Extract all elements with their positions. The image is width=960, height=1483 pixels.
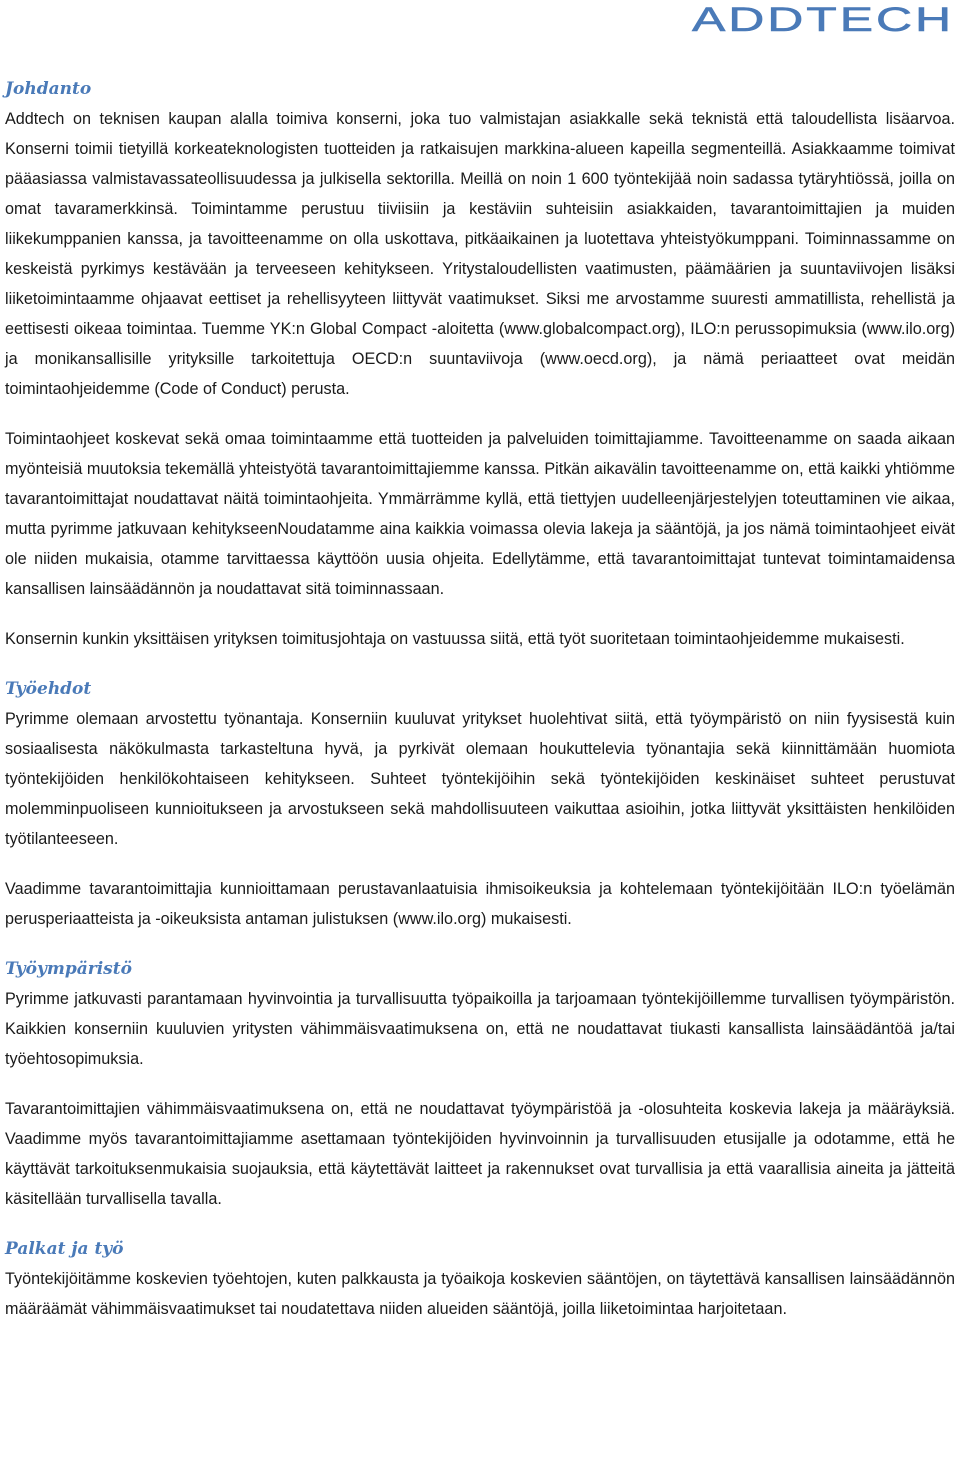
section-heading-palkat-ja-tyo: Palkat ja työ (5, 1239, 124, 1259)
section-johdanto (5, 74, 955, 654)
paragraph: Konsernin kunkin yksittäisen yrityksen toimitusjohtaja on vastuussa siitä, että työt suoritetaan toimintaohjeidemme mukaisesti. (5, 630, 905, 648)
addtech-logo-mark (688, 4, 956, 34)
section-tyoehdot (5, 674, 955, 934)
section-tyoymparisto (5, 954, 955, 1214)
document-body (5, 74, 955, 1344)
paragraph: Pyrimme olemaan arvostettu työnantaja. Konserniin kuuluvat yritykset huolehtivat siitä, että työympäristö on niin fyysisestä kuin sosiaalisesta näkökulmasta tarkasteltuna hyvä, ja pyrkivät olemaan houkuttelevia työnantajia sekä kiinnittämään huomiota työntekijöiden henkilökohtaiseen kehitykseen. Suhteet työntekijöihin sekä työntekijöiden keskinäiset suhteet perustuvat molemminpuoliseen kunnioitukseen ja arvostukseen sekä mahdollisuuteen vaikuttaa asioihin, jotka liittyvät yksittäisten henkilöiden työtilanteeseen. (5, 710, 955, 848)
paragraph: Tavarantoimittajien vähimmäisvaatimuksena on, että ne noudattavat työympäristöä ja -olosuhteita koskevia lakeja ja määräyksiä. Vaadimme myös tavarantoimittajiamme asettamaan työntekijöiden hyvinvoinnin ja turvallisuuden etusijalle ja odotamme, että he käyttävät tarkoituksenmukaisia suojauksia, että käytettävät laitteet ja rakennukset ovat turvallisia ja että vaarallisia aineita ja jätteitä käsitellään turvallisella tavalla. (5, 1100, 955, 1208)
section-heading-tyoymparisto: Työympäristö (5, 959, 132, 979)
paragraph: Pyrimme jatkuvasti parantamaan hyvinvointia ja turvallisuutta työpaikoilla ja tarjoamaan työntekijöillemme turvallisen työympäristön. Kaikkien konserniin kuuluvien yritysten vähimmäisvaatimuksena on, että ne noudattavat tiukasti kansallista lainsäädäntöä ja/tai työehtosopimuksia. (5, 990, 955, 1068)
paragraph: Addtech on teknisen kaupan alalla toimiva konserni, joka tuo valmistajan asiakkalle sekä teknistä että taloudellista lisäarvoa. Konserni toimii tietyillä korkeateknologisten tuotteiden ja ratkaisujen markkina-alueen kapeilla segmenteillä. Asiakkaamme toimivat pääasiassa valmistavassateollisuudessa ja julkisella sektorilla. Meillä on noin 1 600 työntekijää noin sadassa tytäryhtiössä, joilla on omat tavaramerkkinsä. Toimintamme perustuu tiiviisiin ja kestäviin suhteisiin asiakkaiden, tavarantoimittajien ja muiden liikekumppanien kanssa, ja tavoitteenamme on olla uskottava, pitkäaikainen ja luotettava yhteistyökumppani. Toiminnassamme on keskeistä pyrkimys kestävään ja terveeseen kehitykseen. Yritystaloudellisten vaatimusten, päämäärien ja suuntaviivojen lisäksi liiketoimintaamme ohjaavat eettiset ja rehellisyyteen liittyvät vaatimukset. Siksi me arvostamme suuresti ammatillista, rehellistä ja eettisesti oikeaa toimintaa. Tuemme YK:n Global Compact -aloitetta (www.globalcompact.org), ILO:n perussopimuksia (www.ilo.org) ja monikansallisille yrityksille tarkoitettuja OECD:n suuntaviivoja (www.oecd.org), ja nämä periaatteet ovat meidän toimintaohjeidemme (Code of Conduct) perusta. (5, 110, 955, 398)
section-heading-johdanto: Johdanto (5, 79, 92, 99)
section-palkat-ja-tyo (5, 1234, 955, 1324)
section-heading-tyoehdot: Työehdot (5, 679, 92, 699)
paragraph: Toimintaohjeet koskevat sekä omaa toimintaamme että tuotteiden ja palveluiden toimittajiamme. Tavoitteenamme on saada aikaan myönteisiä muutoksia tekemällä yhteistyötä tavarantoimittajiemme kanssa. Pitkän aikavälin tavoitteenamme on, että kaikki yhtiömme tavarantoimittajat noudattavat näitä toimintaohjeita. Ymmärrämme kyllä, että tiettyjen uudelleenjärjestelyjen toteuttaminen vie aikaa, mutta pyrimme jatkuvaan kehitykseenNoudatamme aina kaikkia voimassa olevia lakeja ja sääntöjä, ja jos nämä toimintaohjeet eivät ole niiden mukaisia, otamme tarvittaessa käyttöön uusia ohjeita. Edellytämme, että tavarantoimittajat tuntevat toimintamaidensa kansallisen lainsäädännön ja noudattavat sitä toiminnassaan. (5, 430, 955, 598)
paragraph: Vaadimme tavarantoimittajia kunnioittamaan perustavanlaatuisia ihmisoikeuksia ja kohtelemaan työntekijöitään ILO:n työelämän perusperiaatteista ja -oikeuksista antaman julistuksen (www.ilo.org) mukaisesti. (5, 880, 955, 928)
svg-text:ADDTECH: ADDTECH (692, 4, 954, 34)
paragraph: Työntekijöitämme koskevien työehtojen, kuten palkkausta ja työaikoja koskevien sääntöjen, on täytettävä kansallisen lainsäädännön määräämät vähimmäisvaatimukset tai noudatettava niiden alueiden sääntöjä, joilla liiketoimintaa harjoitetaan. (5, 1270, 955, 1318)
addtech-logo (688, 4, 956, 34)
